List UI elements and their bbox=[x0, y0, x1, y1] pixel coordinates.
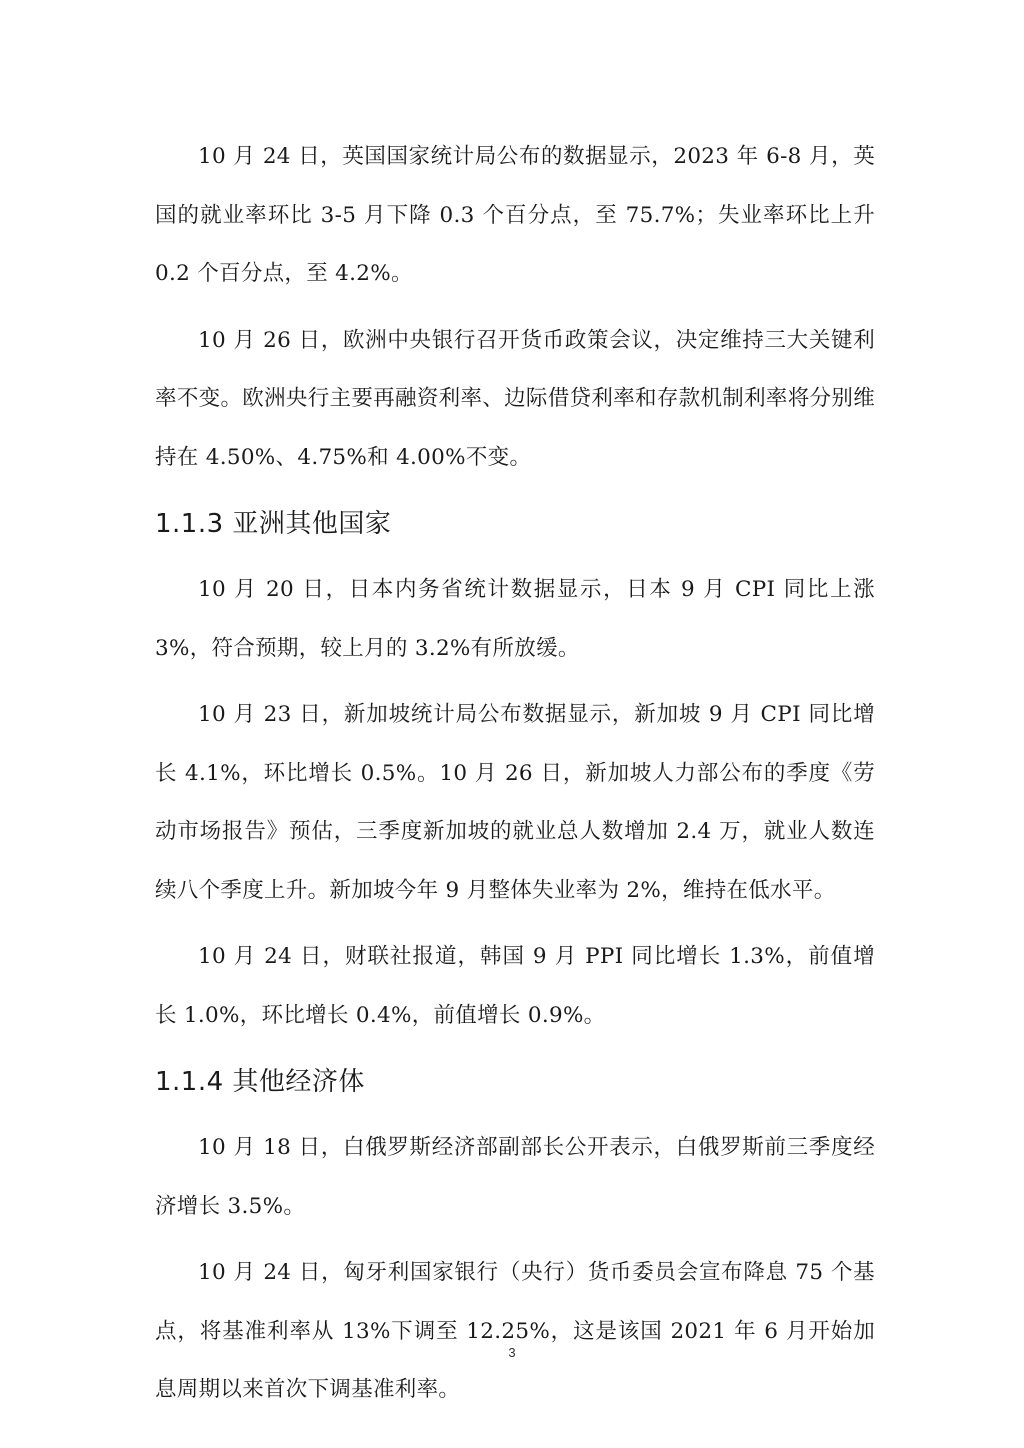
section-heading-asia: 1.1.3 亚洲其他国家 bbox=[155, 509, 392, 539]
paragraph-korea-ppi: 10 月 24 日，财联社报道，韩国 9 月 PPI 同比增长 1.3%，前值增长 1.0%，环比增长 0.4%，前值增长 0.9%。 bbox=[155, 944, 875, 1028]
paragraph-ecb-policy: 10 月 26 日，欧洲中央银行召开货币政策会议，决定维持三大关键利率不变。欧洲央行主要再融资利率、边际借贷利率和存款机制利率将分别维持在 4.50%、4.75%和 4.00%不变。 bbox=[155, 327, 875, 470]
document-body bbox=[155, 128, 875, 1428]
paragraph-uk-employment: 10 月 24 日，英国国家统计局公布的数据显示，2023 年 6-8 月，英国的就业率环比 3-5 月下降 0.3 个百分点，至 75.7%；失业率环比上升 0.2 个百分点，至 4.2%。 bbox=[155, 144, 875, 286]
paragraph-singapore: 10 月 23 日，新加坡统计局公布数据显示，新加坡 9 月 CPI 同比增长 4.1%，环比增长 0.5%。10 月 26 日，新加坡人力部公布的季度《劳动市场报告》预估，三季度新加坡的就业总人数增加 2.4 万，就业人数连续八个季度上升。新加坡今年 9 月整体失业率为 2%，维持在低水平。 bbox=[155, 702, 875, 903]
paragraph-japan-cpi: 10 月 20 日，日本内务省统计数据显示，日本 9 月 CPI 同比上涨 3%，符合预期，较上月的 3.2%有所放缓。 bbox=[155, 577, 875, 661]
section-heading-other-economies: 1.1.4 其他经济体 bbox=[155, 1067, 365, 1097]
page-number: 3 bbox=[508, 1345, 516, 1360]
paragraph-hungary: 10 月 24 日，匈牙利国家银行（央行）货币委员会宣布降息 75 个基点，将基准利率从 13%下调至 12.25%，这是该国 2021 年 6 月开始加息周期以来首次下调基准利率。 bbox=[155, 1260, 875, 1402]
paragraph-belarus: 10 月 18 日，白俄罗斯经济部副部长公开表示，白俄罗斯前三季度经济增长 3.5%。 bbox=[155, 1135, 875, 1219]
